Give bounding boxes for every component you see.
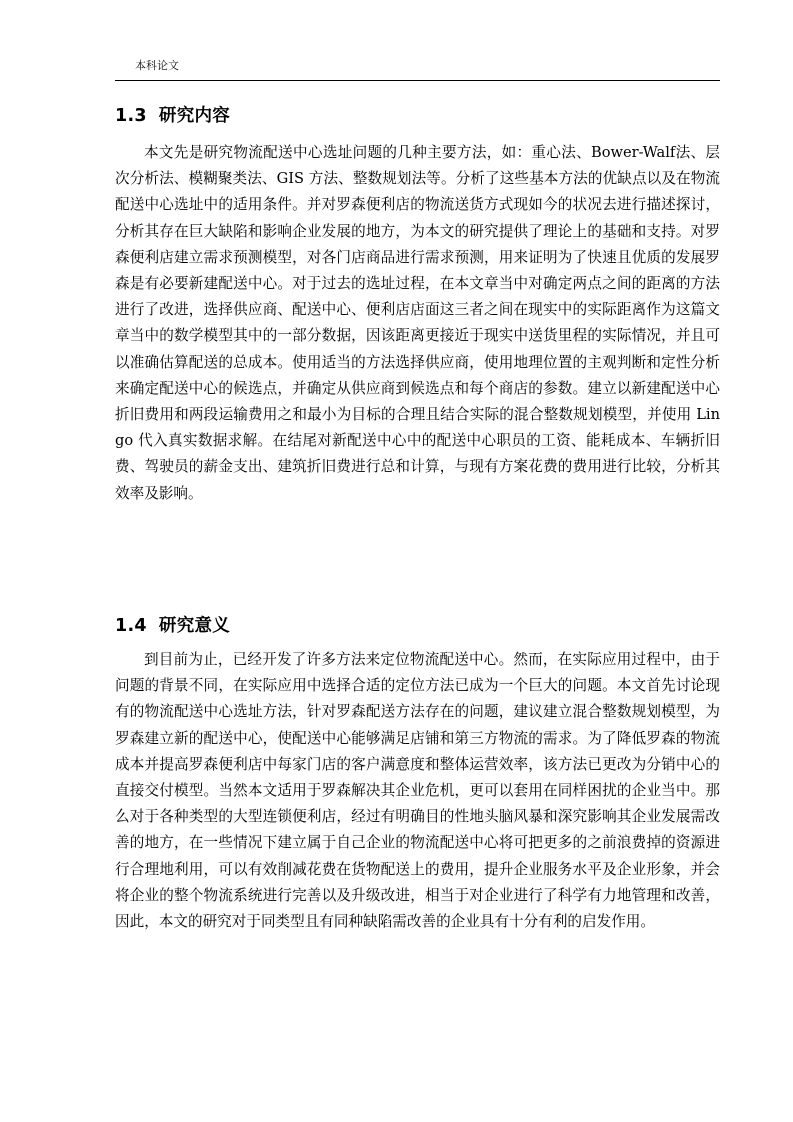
header-rule <box>115 80 720 81</box>
section-heading-1-3 <box>115 104 230 128</box>
section-number: 1.4 <box>115 616 147 636</box>
section-1-4-paragraph: 到目前为止，已经开发了许多方法来定位物流配送中心。然而，在实际应用过程中，由于问题的背景不同，在实际应用中选择合适的定位方法已成为一个巨大的问题。本文首先讨论现有的物流配送中心选址方法，针对罗森配送方法存在的问题，建议建立混合整数规划模型，为罗森建立新的配送中心，使配送中心能够满足店铺和第三方物流的需求。为了降低罗森的物流成本并提高罗森便利店中每家门店的客户满意度和整体运营效率，该方法已更改为分销中心的直接交付模型。当然本文适用于罗森解决其企业危机，更可以套用在同样困扰的企业当中。那么对于各种类型的大型连锁便利店，经过有明确目的性地头脑风暴和深究影响其企业发展需改善的地方，在一些情况下建立属于自己企业的物流配送中心将可把更多的之前浪费掉的资源进行合理地利用，可以有效削减花费在货物配送上的费用，提升企业服务水平及企业形象，并会将企业的整个物流系统进行完善以及升级改进，相当于对企业进行了科学有力地管理和改善，因此，本文的研究对于同类型且有同种缺陷需改善的企业具有十分有利的启发作用。 <box>115 651 720 931</box>
section-number: 1.3 <box>115 106 147 126</box>
section-heading-1-4 <box>115 614 230 638</box>
section-title: 研究内容 <box>158 106 231 126</box>
section-title: 研究意义 <box>158 616 231 636</box>
section-1-3-paragraph: 本文先是研究物流配送中心选址问题的几种主要方法，如：重心法、Bower-Walf法、层次分析法、模糊聚类法、GIS 方法、整数规划法等。分析了这些基本方法的优缺点以及在物流配送中心选址中的适用条件。并对罗森便利店的物流送货方式现如今的状况去进行描述探讨，分析其存在巨大缺陷和影响企业发展的地方，为本文的研究提供了理论上的基础和支持。对罗森便利店建立需求预测模型，对各门店商品进行需求预测，用来证明为了快速且优质的发展罗森是有必要新建配送中心。对于过去的选址过程，在本文章当中对确定两点之间的距离的方法进行了改进，选择供应商、配送中心、便利店店面这三者之间在现实中的实际距离作为这篇文章当中的数学模型其中的一部分数据，因该距离更接近于现实中送货里程的实际情况，并且可以准确估算配送的总成本。使用适当的方法选择供应商，使用地理位置的主观判断和定性分析来确定配送中心的候选点，并确定从供应商到候选点和每个商店的参数。建立以新建配送中心折旧费用和两段运输费用之和最小为目标的合理且结合实际的混合整数规划模型，并使用 Lingo 代入真实数据求解。在结尾对新配送中心中的配送中心职员的工资、能耗成本、车辆折旧费、驾驶员的薪金支出、建筑折旧费进行总和计算，与现有方案花费的费用进行比较，分析其效率及影响。 <box>115 144 720 502</box>
running-header: 本科论文 <box>135 59 179 72</box>
